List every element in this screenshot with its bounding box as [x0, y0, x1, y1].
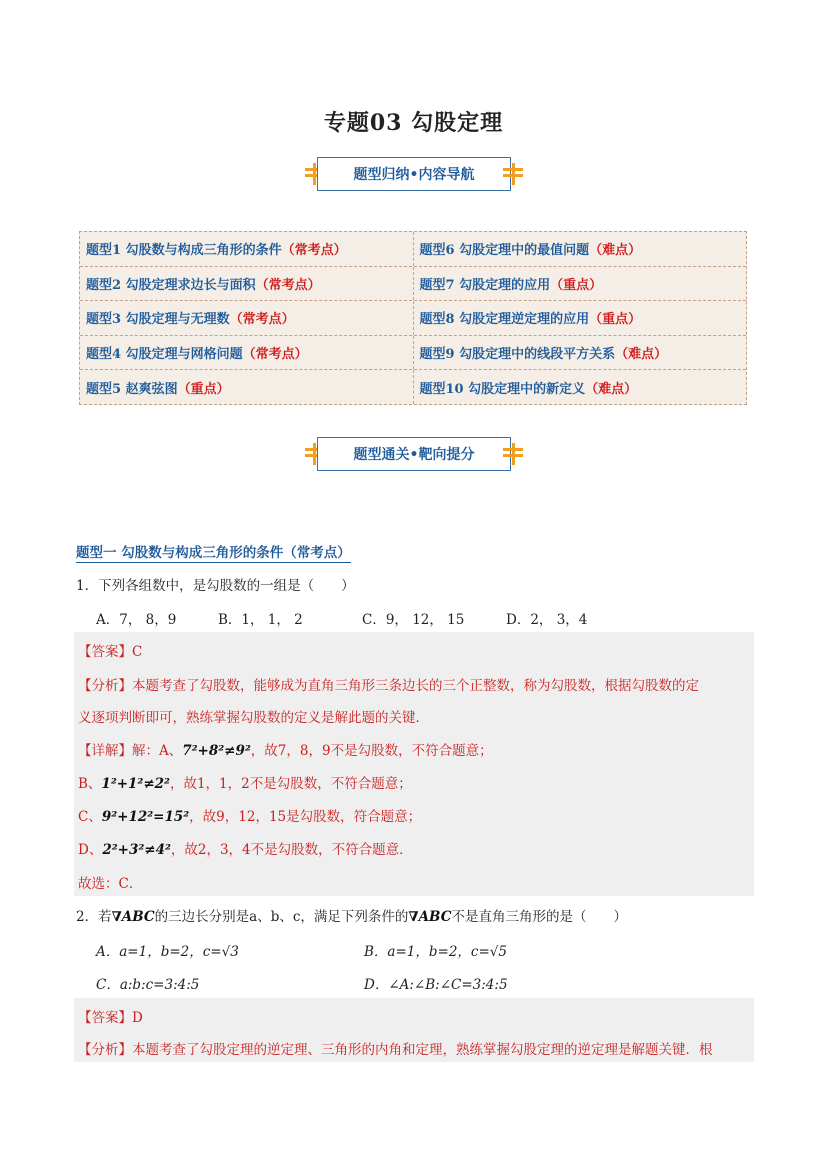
- option-a: A．a=1，b=2，c=√3: [96, 944, 239, 960]
- page-title: 专题03 勾股定理: [323, 110, 504, 136]
- nav-topic-8[interactable]: 题型8 勾股定理逆定理的应用 （重点）: [413, 301, 747, 335]
- nav-row: [80, 370, 746, 404]
- nav-topic-6[interactable]: 题型6 勾股定理中的最值问题 （难点）: [413, 232, 747, 266]
- section-heading[interactable]: 题型一 勾股数与构成三角形的条件（常考点）: [76, 541, 351, 563]
- answer: 【答案】C: [78, 644, 143, 660]
- banner-right-ornament: [503, 448, 523, 460]
- detail-a: 【详解】解：A、7²+8²≠9²，故7，8，9不是勾股数，不符合题意；: [78, 743, 493, 759]
- question-1-stem: 1．下列各组数中，是勾股数的一组是（ ）: [76, 578, 355, 594]
- nav-topic-1[interactable]: 题型1 勾股数与构成三角形的条件 （常考点）: [86, 243, 347, 259]
- nav-topic-7[interactable]: 题型7 勾股定理的应用 （重点）: [413, 267, 747, 301]
- detail-c: C、9²+12²=15²，故9，12，15是勾股数，符合题意；: [78, 809, 422, 825]
- analysis-line: 【分析】本题考查了勾股数，能够成为直角三角形三条边长的三个正整数，称为勾股数，根据勾股数的定: [78, 678, 699, 694]
- nav-topic-3[interactable]: 题型3 勾股定理与无理数 （常考点）: [86, 312, 295, 328]
- nav-topic-10[interactable]: 题型10 勾股定理中的新定义 （难点）: [413, 370, 747, 404]
- conclusion: 故选：C．: [78, 876, 143, 892]
- option-b: B．1， 1， 2: [218, 612, 303, 628]
- option-d: D．2， 3，4: [506, 612, 588, 628]
- analysis-line: 义逐项判断即可，熟练掌握勾股数的定义是解此题的关键．: [78, 710, 429, 726]
- analysis-line: 【分析】本题考查了勾股定理的逆定理、三角形的内角和定理，熟练掌握勾股定理的逆定理是解题关键．根: [78, 1042, 713, 1058]
- banner-label: 题型归纳•内容导航: [317, 157, 511, 191]
- detail-b: B、1²+1²≠2²，故1，1，2不是勾股数，不符合题意；: [78, 776, 412, 792]
- answer-panel-q1: [74, 632, 754, 896]
- nav-topic-5[interactable]: 题型5 赵爽弦图 （重点）: [86, 381, 230, 397]
- topic-navigation-table: [79, 231, 747, 405]
- answer-panel-q2: [74, 998, 754, 1062]
- nav-row: [80, 267, 746, 302]
- nav-topic-9[interactable]: 题型9 勾股定理中的线段平方关系 （难点）: [413, 336, 747, 370]
- option-c: C．a:b:c=3:4:5: [96, 977, 200, 993]
- banner-label: 题型通关•靶向提分: [317, 437, 511, 471]
- option-c: C．9， 12， 15: [362, 612, 465, 628]
- nav-row: [80, 232, 746, 267]
- nav-topic-4[interactable]: 题型4 勾股定理与网格问题 （常考点）: [86, 347, 308, 363]
- nav-topic-2[interactable]: 题型2 勾股定理求边长与面积 （常考点）: [86, 277, 321, 293]
- option-b: B．a=1，b=2，c=√5: [364, 944, 507, 960]
- answer: 【答案】D: [78, 1010, 143, 1026]
- option-d: D．∠A:∠B:∠C=3:4:5: [364, 977, 508, 993]
- banner-right-ornament: [503, 168, 523, 180]
- nav-row: [80, 336, 746, 371]
- banner-content-nav: [305, 157, 523, 193]
- option-a: A．7， 8，9: [96, 612, 177, 628]
- nav-row: [80, 301, 746, 336]
- question-2-stem: 2．若∇ABC的三边长分别是a、b、c，满足下列条件的∇ABC不是直角三角形的是（ ）: [76, 909, 627, 925]
- detail-d: D、2²+3²≠4²，故2，3，4不是勾股数，不符合题意．: [78, 842, 413, 858]
- banner-practice: [305, 437, 523, 473]
